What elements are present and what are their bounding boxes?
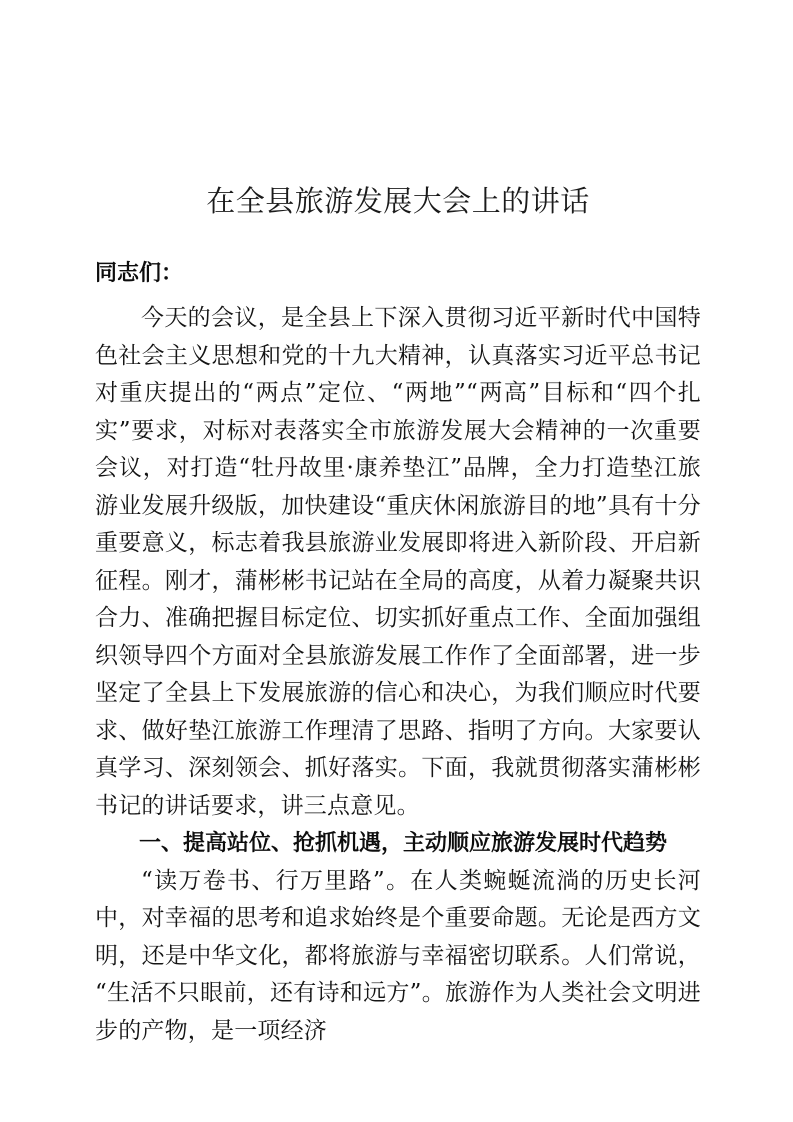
salutation: 同志们： [95, 261, 184, 286]
paragraph-opening: 今天的会议，是全县上下深入贯彻习近平新时代中国特色社会主义思想和党的十九大精神，认真落实习近平总书记对重庆提出的“两点”定位、“两地”“两高”目标和“四个扎实”要求，对标对表落实全市旅游发展大会精神的一次重要会议，对打造“牡丹故里·康养垫江”品牌，全力打造垫江旅游业发展升级版，加快建设“重庆休闲旅游目的地”具有十分重要意义，标志着我县旅游业发展即将进入新阶段、开启新征程。刚才，蒲彬彬书记站在全局的高度，从着力凝聚共识合力、准确把握目标定位、切实抓好重点工作、全面加强组织领导四个方面对全县旅游发展工作作了全面部署，进一步坚定了全县上下发展旅游的信心和决心，为我们顺应时代要求、做好垫江旅游工作理清了思路、指明了方向。大家要认真学习、深刻领会、抓好落实。下面，我就贯彻落实蒲彬彬书记的讲话要求，讲三点意见。 [95, 305, 701, 819]
section-heading-one: 一、提高站位、抢抓机遇，主动顺应旅游发展时代趋势 [139, 831, 668, 856]
page-title: 在全县旅游发展大会上的讲话 [206, 186, 590, 218]
paragraph-section-one-body: “读万卷书、行万里路”。在人类蜿蜒流淌的历史长河中，对幸福的思考和追求始终是个重要命题。无论是西方文明，还是中华文化，都将旅游与幸福密切联系。人们常说，“生活不只眼前，还有诗和远方”。旅游作为人类社会文明进步的产物，是一项经济 [95, 867, 701, 1044]
document-body [95, 300, 701, 1050]
